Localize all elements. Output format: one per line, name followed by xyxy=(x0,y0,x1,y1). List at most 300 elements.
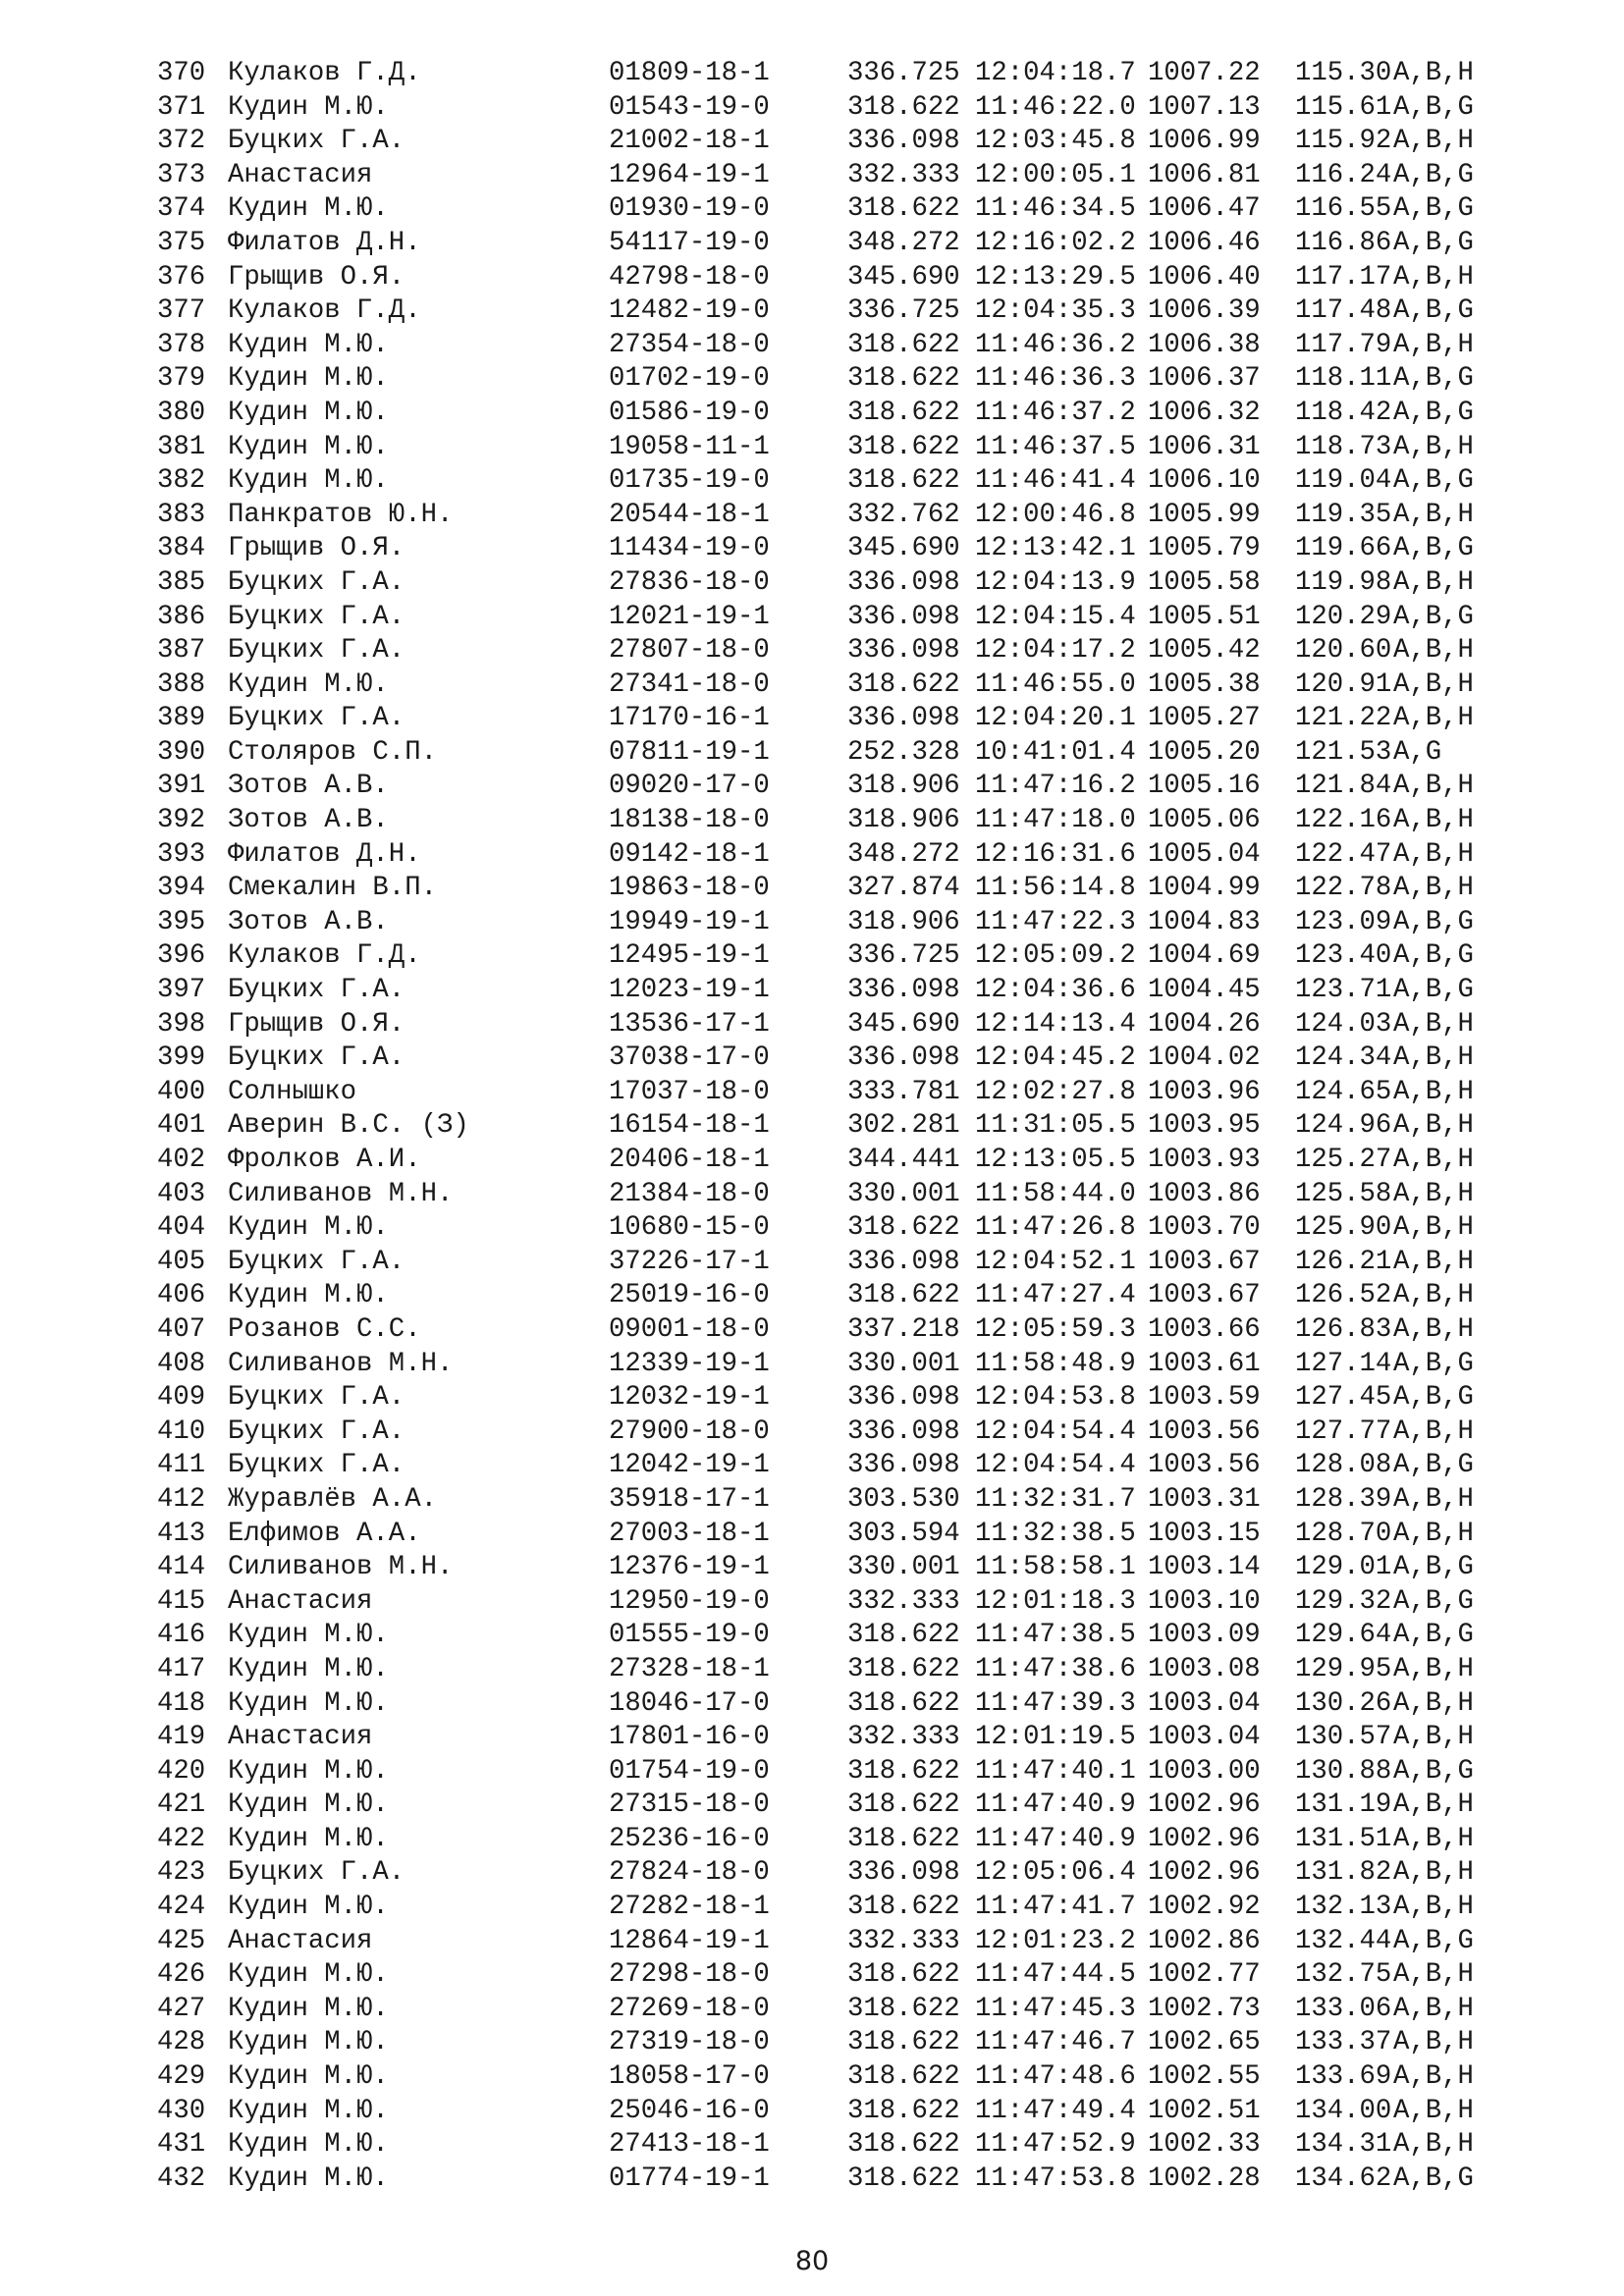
distance-cell: 318.622 xyxy=(847,1620,960,1651)
row-number-cell: 385 xyxy=(157,566,206,598)
ring-number-cell: 17037-18-0 xyxy=(609,1076,770,1107)
ring-number-cell: 20544-18-1 xyxy=(609,499,770,530)
speed-cell: 1002.73 xyxy=(1148,1993,1261,2024)
arrival-time-cell: 12:01:18.3 xyxy=(975,1585,1136,1617)
fancier-name-cell: Анастасия xyxy=(228,1722,373,1753)
arrival-time-cell: 11:47:16.2 xyxy=(975,771,1136,802)
table-row xyxy=(157,1211,1501,1246)
table-row xyxy=(157,1483,1501,1518)
table-row xyxy=(157,159,1501,193)
speed-cell: 1004.26 xyxy=(1148,1008,1261,1040)
row-number-cell: 370 xyxy=(157,58,206,88)
table-row xyxy=(157,1856,1501,1891)
table-row xyxy=(157,566,1501,601)
flags-cell: A,B,H xyxy=(1393,1110,1474,1142)
row-number-cell: 384 xyxy=(157,533,206,564)
distance-cell: 336.098 xyxy=(847,635,960,667)
points-cell: 117.48 xyxy=(1295,295,1392,327)
ring-number-cell: 09001-18-0 xyxy=(609,1313,770,1345)
speed-cell: 1003.61 xyxy=(1148,1348,1261,1379)
row-number-cell: 422 xyxy=(157,1823,206,1854)
flags-cell: A,B,H xyxy=(1393,1076,1474,1107)
ring-number-cell: 27824-18-0 xyxy=(609,1857,770,1889)
speed-cell: 1003.67 xyxy=(1148,1246,1261,1277)
points-cell: 123.71 xyxy=(1295,975,1392,1006)
arrival-time-cell: 11:47:45.3 xyxy=(975,1993,1136,2024)
table-row xyxy=(157,1789,1501,1823)
fancier-name-cell: Буцких Г.А. xyxy=(228,1415,406,1447)
speed-cell: 1006.40 xyxy=(1148,261,1261,293)
distance-cell: 318.622 xyxy=(847,1823,960,1854)
flags-cell: A,B,H xyxy=(1393,1042,1474,1074)
row-number-cell: 396 xyxy=(157,940,206,972)
flags-cell: A,B,H xyxy=(1393,1653,1474,1684)
arrival-time-cell: 11:47:46.7 xyxy=(975,2027,1136,2058)
speed-cell: 1002.96 xyxy=(1148,1823,1261,1854)
speed-cell: 1005.27 xyxy=(1148,703,1261,734)
arrival-time-cell: 12:04:35.3 xyxy=(975,295,1136,327)
fancier-name-cell: Силиванов М.Н. xyxy=(228,1348,454,1379)
flags-cell: A,B,H xyxy=(1393,1518,1474,1549)
arrival-time-cell: 12:02:27.8 xyxy=(975,1076,1136,1107)
row-number-cell: 399 xyxy=(157,1042,206,1074)
table-row xyxy=(157,91,1501,126)
fancier-name-cell: Кудин М.Ю. xyxy=(228,91,389,123)
table-row xyxy=(157,431,1501,465)
points-cell: 115.30 xyxy=(1295,58,1392,88)
flags-cell: A,B,H xyxy=(1393,499,1474,530)
points-cell: 132.75 xyxy=(1295,1959,1392,1991)
points-cell: 126.83 xyxy=(1295,1313,1392,1345)
distance-cell: 332.333 xyxy=(847,159,960,190)
arrival-time-cell: 12:05:59.3 xyxy=(975,1313,1136,1345)
arrival-time-cell: 11:46:55.0 xyxy=(975,668,1136,700)
flags-cell: A,B,H xyxy=(1393,1993,1474,2024)
speed-cell: 1003.56 xyxy=(1148,1415,1261,1447)
ring-number-cell: 27807-18-0 xyxy=(609,635,770,667)
fancier-name-cell: Кудин М.Ю. xyxy=(228,2095,389,2126)
fancier-name-cell: Кудин М.Ю. xyxy=(228,1653,389,1684)
table-row xyxy=(157,1721,1501,1755)
distance-cell: 318.622 xyxy=(847,465,960,497)
flags-cell: A,B,H xyxy=(1393,1178,1474,1209)
distance-cell: 318.622 xyxy=(847,431,960,462)
speed-cell: 1003.66 xyxy=(1148,1313,1261,1345)
distance-cell: 318.622 xyxy=(847,91,960,123)
distance-cell: 332.333 xyxy=(847,1585,960,1617)
ring-number-cell: 54117-19-0 xyxy=(609,227,770,258)
row-number-cell: 378 xyxy=(157,329,206,360)
row-number-cell: 425 xyxy=(157,1925,206,1956)
speed-cell: 1002.33 xyxy=(1148,2129,1261,2161)
flags-cell: A,B,G xyxy=(1393,1450,1474,1481)
table-row xyxy=(157,57,1501,91)
points-cell: 115.92 xyxy=(1295,126,1392,157)
fancier-name-cell: Кулаков Г.Д. xyxy=(228,58,421,88)
distance-cell: 303.530 xyxy=(847,1483,960,1515)
speed-cell: 1003.00 xyxy=(1148,1755,1261,1787)
row-number-cell: 389 xyxy=(157,703,206,734)
speed-cell: 1003.70 xyxy=(1148,1212,1261,1244)
row-number-cell: 379 xyxy=(157,363,206,395)
row-number-cell: 381 xyxy=(157,431,206,462)
speed-cell: 1003.93 xyxy=(1148,1145,1261,1175)
speed-cell: 1002.55 xyxy=(1148,2061,1261,2093)
arrival-time-cell: 10:41:01.4 xyxy=(975,736,1136,768)
fancier-name-cell: Грыщив О.Я. xyxy=(228,533,406,564)
speed-cell: 1006.47 xyxy=(1148,193,1261,225)
table-row xyxy=(157,1619,1501,1653)
arrival-time-cell: 11:47:48.6 xyxy=(975,2061,1136,2093)
fancier-name-cell: Елфимов А.А. xyxy=(228,1518,421,1549)
flags-cell: A,B,G xyxy=(1393,2163,1474,2194)
flags-cell: A,B,G xyxy=(1393,295,1474,327)
table-row xyxy=(157,499,1501,533)
table-row xyxy=(157,2026,1501,2060)
row-number-cell: 393 xyxy=(157,838,206,870)
table-row xyxy=(157,872,1501,906)
arrival-time-cell: 11:47:40.1 xyxy=(975,1755,1136,1787)
flags-cell: A,B,G xyxy=(1393,193,1474,225)
points-cell: 119.98 xyxy=(1295,566,1392,598)
speed-cell: 1002.96 xyxy=(1148,1789,1261,1821)
arrival-time-cell: 12:04:53.8 xyxy=(975,1382,1136,1414)
arrival-time-cell: 11:58:48.9 xyxy=(975,1348,1136,1379)
fancier-name-cell: Буцких Г.А. xyxy=(228,975,406,1006)
fancier-name-cell: Кудин М.Ю. xyxy=(228,2061,389,2093)
ring-number-cell: 12339-19-1 xyxy=(609,1348,770,1379)
flags-cell: A,B,H xyxy=(1393,1857,1474,1889)
arrival-time-cell: 12:14:13.4 xyxy=(975,1008,1136,1040)
results-body xyxy=(157,57,1501,2196)
fancier-name-cell: Кудин М.Ю. xyxy=(228,193,389,225)
row-number-cell: 383 xyxy=(157,499,206,530)
row-number-cell: 387 xyxy=(157,635,206,667)
points-cell: 128.39 xyxy=(1295,1483,1392,1515)
arrival-time-cell: 12:04:52.1 xyxy=(975,1246,1136,1277)
ring-number-cell: 27269-18-0 xyxy=(609,1993,770,2024)
table-row xyxy=(157,2095,1501,2129)
speed-cell: 1005.16 xyxy=(1148,771,1261,802)
distance-cell: 318.622 xyxy=(847,1892,960,1923)
distance-cell: 336.098 xyxy=(847,1857,960,1889)
table-row xyxy=(157,1755,1501,1789)
distance-cell: 318.622 xyxy=(847,1653,960,1684)
distance-cell: 332.762 xyxy=(847,499,960,530)
speed-cell: 1003.59 xyxy=(1148,1382,1261,1414)
speed-cell: 1002.51 xyxy=(1148,2095,1261,2126)
ring-number-cell: 17801-16-0 xyxy=(609,1722,770,1753)
table-row xyxy=(157,736,1501,771)
page-number: 80 xyxy=(794,2246,830,2276)
table-row xyxy=(157,1993,1501,2027)
arrival-time-cell: 12:01:23.2 xyxy=(975,1925,1136,1956)
speed-cell: 1006.31 xyxy=(1148,431,1261,462)
distance-cell: 318.622 xyxy=(847,2095,960,2126)
fancier-name-cell: Кудин М.Ю. xyxy=(228,1993,389,2024)
table-row xyxy=(157,1653,1501,1687)
arrival-time-cell: 11:32:38.5 xyxy=(975,1518,1136,1549)
ring-number-cell: 01555-19-0 xyxy=(609,1620,770,1651)
ring-number-cell: 10680-15-0 xyxy=(609,1212,770,1244)
distance-cell: 318.622 xyxy=(847,2129,960,2161)
distance-cell: 336.098 xyxy=(847,703,960,734)
speed-cell: 1002.92 xyxy=(1148,1892,1261,1923)
distance-cell: 336.098 xyxy=(847,126,960,157)
flags-cell: A,B,H xyxy=(1393,2129,1474,2161)
table-row xyxy=(157,1246,1501,1280)
points-cell: 130.88 xyxy=(1295,1755,1392,1787)
table-row xyxy=(157,1348,1501,1382)
distance-cell: 318.622 xyxy=(847,2061,960,2093)
speed-cell: 1006.46 xyxy=(1148,227,1261,258)
flags-cell: A,B,H xyxy=(1393,703,1474,734)
flags-cell: A,B,H xyxy=(1393,668,1474,700)
points-cell: 120.29 xyxy=(1295,601,1392,632)
row-number-cell: 395 xyxy=(157,906,206,937)
fancier-name-cell: Кудин М.Ю. xyxy=(228,1212,389,1244)
row-number-cell: 418 xyxy=(157,1687,206,1719)
fancier-name-cell: Силиванов М.Н. xyxy=(228,1178,454,1209)
points-cell: 128.08 xyxy=(1295,1450,1392,1481)
table-row xyxy=(157,532,1501,566)
table-row xyxy=(157,770,1501,804)
fancier-name-cell: Кудин М.Ю. xyxy=(228,2027,389,2058)
distance-cell: 336.725 xyxy=(847,58,960,88)
fancier-name-cell: Кудин М.Ю. xyxy=(228,465,389,497)
points-cell: 124.65 xyxy=(1295,1076,1392,1107)
speed-cell: 1002.86 xyxy=(1148,1925,1261,1956)
speed-cell: 1002.96 xyxy=(1148,1857,1261,1889)
ring-number-cell: 01702-19-0 xyxy=(609,363,770,395)
ring-number-cell: 07811-19-1 xyxy=(609,736,770,768)
fancier-name-cell: Аверин В.С. (З) xyxy=(228,1110,469,1142)
points-cell: 120.91 xyxy=(1295,668,1392,700)
fancier-name-cell: Буцких Г.А. xyxy=(228,1042,406,1074)
row-number-cell: 421 xyxy=(157,1789,206,1821)
flags-cell: A,B,H xyxy=(1393,1483,1474,1515)
speed-cell: 1006.32 xyxy=(1148,397,1261,428)
table-row xyxy=(157,668,1501,703)
row-number-cell: 372 xyxy=(157,126,206,157)
fancier-name-cell: Кулаков Г.Д. xyxy=(228,940,421,972)
points-cell: 134.31 xyxy=(1295,2129,1392,2161)
arrival-time-cell: 11:58:58.1 xyxy=(975,1552,1136,1583)
distance-cell: 303.594 xyxy=(847,1518,960,1549)
speed-cell: 1004.02 xyxy=(1148,1042,1261,1074)
ring-number-cell: 11434-19-0 xyxy=(609,533,770,564)
table-row xyxy=(157,634,1501,668)
ring-number-cell: 16154-18-1 xyxy=(609,1110,770,1142)
ring-number-cell: 09142-18-1 xyxy=(609,838,770,870)
ring-number-cell: 12864-19-1 xyxy=(609,1925,770,1956)
arrival-time-cell: 11:46:37.2 xyxy=(975,397,1136,428)
flags-cell: A,B,G xyxy=(1393,975,1474,1006)
row-number-cell: 377 xyxy=(157,295,206,327)
points-cell: 126.21 xyxy=(1295,1246,1392,1277)
speed-cell: 1006.37 xyxy=(1148,363,1261,395)
arrival-time-cell: 11:47:39.3 xyxy=(975,1687,1136,1719)
distance-cell: 318.622 xyxy=(847,1789,960,1821)
speed-cell: 1005.79 xyxy=(1148,533,1261,564)
distance-cell: 336.725 xyxy=(847,295,960,327)
points-cell: 127.77 xyxy=(1295,1415,1392,1447)
ring-number-cell: 27328-18-1 xyxy=(609,1653,770,1684)
speed-cell: 1006.38 xyxy=(1148,329,1261,360)
ring-number-cell: 27413-18-1 xyxy=(609,2129,770,2161)
fancier-name-cell: Кудин М.Ю. xyxy=(228,2163,389,2194)
row-number-cell: 408 xyxy=(157,1348,206,1379)
arrival-time-cell: 12:03:45.8 xyxy=(975,126,1136,157)
fancier-name-cell: Кудин М.Ю. xyxy=(228,1959,389,1991)
table-row xyxy=(157,1449,1501,1483)
distance-cell: 318.622 xyxy=(847,363,960,395)
row-number-cell: 400 xyxy=(157,1076,206,1107)
flags-cell: A,B,H xyxy=(1393,1280,1474,1311)
points-cell: 122.16 xyxy=(1295,805,1392,836)
row-number-cell: 403 xyxy=(157,1178,206,1209)
row-number-cell: 409 xyxy=(157,1382,206,1414)
flags-cell: A,B,H xyxy=(1393,1008,1474,1040)
flags-cell: A,B,G xyxy=(1393,940,1474,972)
ring-number-cell: 27836-18-0 xyxy=(609,566,770,598)
points-cell: 121.22 xyxy=(1295,703,1392,734)
speed-cell: 1003.14 xyxy=(1148,1552,1261,1583)
distance-cell: 318.906 xyxy=(847,805,960,836)
fancier-name-cell: Анастасия xyxy=(228,1925,373,1956)
speed-cell: 1005.20 xyxy=(1148,736,1261,768)
row-number-cell: 432 xyxy=(157,2163,206,2194)
fancier-name-cell: Филатов Д.Н. xyxy=(228,838,421,870)
points-cell: 119.66 xyxy=(1295,533,1392,564)
speed-cell: 1003.96 xyxy=(1148,1076,1261,1107)
row-number-cell: 419 xyxy=(157,1722,206,1753)
points-cell: 132.44 xyxy=(1295,1925,1392,1956)
arrival-time-cell: 11:32:31.7 xyxy=(975,1483,1136,1515)
points-cell: 121.84 xyxy=(1295,771,1392,802)
row-number-cell: 417 xyxy=(157,1653,206,1684)
flags-cell: A,B,H xyxy=(1393,873,1474,904)
table-row xyxy=(157,1585,1501,1620)
flags-cell: A,B,H xyxy=(1393,1246,1474,1277)
flags-cell: A,B,H xyxy=(1393,329,1474,360)
distance-cell: 318.622 xyxy=(847,1755,960,1787)
fancier-name-cell: Зотов А.В. xyxy=(228,771,389,802)
fancier-name-cell: Кудин М.Ю. xyxy=(228,1789,389,1821)
table-row xyxy=(157,1415,1501,1450)
table-row xyxy=(157,1144,1501,1178)
ring-number-cell: 20406-18-1 xyxy=(609,1145,770,1175)
arrival-time-cell: 12:00:46.8 xyxy=(975,499,1136,530)
distance-cell: 344.441 xyxy=(847,1145,960,1175)
distance-cell: 318.622 xyxy=(847,329,960,360)
arrival-time-cell: 11:47:44.5 xyxy=(975,1959,1136,1991)
table-row xyxy=(157,1109,1501,1144)
row-number-cell: 374 xyxy=(157,193,206,225)
arrival-time-cell: 12:04:17.2 xyxy=(975,635,1136,667)
points-cell: 122.47 xyxy=(1295,838,1392,870)
speed-cell: 1005.51 xyxy=(1148,601,1261,632)
fancier-name-cell: Столяров С.П. xyxy=(228,736,437,768)
arrival-time-cell: 11:46:41.4 xyxy=(975,465,1136,497)
speed-cell: 1005.06 xyxy=(1148,805,1261,836)
flags-cell: A,B,H xyxy=(1393,1687,1474,1719)
row-number-cell: 405 xyxy=(157,1246,206,1277)
speed-cell: 1002.65 xyxy=(1148,2027,1261,2058)
table-row xyxy=(157,1313,1501,1348)
row-number-cell: 428 xyxy=(157,2027,206,2058)
fancier-name-cell: Филатов Д.Н. xyxy=(228,227,421,258)
fancier-name-cell: Кудин М.Ю. xyxy=(228,1755,389,1787)
arrival-time-cell: 11:47:40.9 xyxy=(975,1823,1136,1854)
row-number-cell: 415 xyxy=(157,1585,206,1617)
fancier-name-cell: Кудин М.Ю. xyxy=(228,329,389,360)
distance-cell: 318.906 xyxy=(847,771,960,802)
speed-cell: 1004.83 xyxy=(1148,906,1261,937)
table-row xyxy=(157,1925,1501,1959)
ring-number-cell: 12021-19-1 xyxy=(609,601,770,632)
row-number-cell: 427 xyxy=(157,1993,206,2024)
points-cell: 116.24 xyxy=(1295,159,1392,190)
distance-cell: 330.001 xyxy=(847,1552,960,1583)
table-row xyxy=(157,838,1501,873)
arrival-time-cell: 11:46:36.3 xyxy=(975,363,1136,395)
speed-cell: 1004.69 xyxy=(1148,940,1261,972)
ring-number-cell: 01754-19-0 xyxy=(609,1755,770,1787)
flags-cell: A,B,G xyxy=(1393,91,1474,123)
table-row xyxy=(157,1279,1501,1313)
flags-cell: A,B,H xyxy=(1393,431,1474,462)
points-cell: 121.53 xyxy=(1295,736,1392,768)
flags-cell: A,B,G xyxy=(1393,159,1474,190)
distance-cell: 318.622 xyxy=(847,668,960,700)
row-number-cell: 394 xyxy=(157,873,206,904)
distance-cell: 318.622 xyxy=(847,2163,960,2194)
table-row xyxy=(157,227,1501,261)
row-number-cell: 401 xyxy=(157,1110,206,1142)
flags-cell: A,B,G xyxy=(1393,363,1474,395)
arrival-time-cell: 12:16:31.6 xyxy=(975,838,1136,870)
row-number-cell: 430 xyxy=(157,2095,206,2126)
arrival-time-cell: 12:04:15.4 xyxy=(975,601,1136,632)
fancier-name-cell: Буцких Г.А. xyxy=(228,1246,406,1277)
flags-cell: A,B,G xyxy=(1393,533,1474,564)
arrival-time-cell: 11:46:22.0 xyxy=(975,91,1136,123)
fancier-name-cell: Солнышко xyxy=(228,1076,357,1107)
table-row xyxy=(157,2163,1501,2197)
points-cell: 118.73 xyxy=(1295,431,1392,462)
fancier-name-cell: Смекалин В.П. xyxy=(228,873,437,904)
table-row xyxy=(157,294,1501,329)
speed-cell: 1003.09 xyxy=(1148,1620,1261,1651)
points-cell: 131.51 xyxy=(1295,1823,1392,1854)
flags-cell: A,G xyxy=(1393,736,1442,768)
row-number-cell: 416 xyxy=(157,1620,206,1651)
ring-number-cell: 12023-19-1 xyxy=(609,975,770,1006)
points-cell: 117.79 xyxy=(1295,329,1392,360)
ring-number-cell: 12950-19-0 xyxy=(609,1585,770,1617)
fancier-name-cell: Буцких Г.А. xyxy=(228,1450,406,1481)
distance-cell: 348.272 xyxy=(847,838,960,870)
table-row xyxy=(157,1008,1501,1042)
fancier-name-cell: Буцких Г.А. xyxy=(228,601,406,632)
speed-cell: 1003.04 xyxy=(1148,1687,1261,1719)
points-cell: 127.45 xyxy=(1295,1382,1392,1414)
flags-cell: A,B,G xyxy=(1393,1585,1474,1617)
row-number-cell: 404 xyxy=(157,1212,206,1244)
distance-cell: 318.906 xyxy=(847,906,960,937)
ring-number-cell: 27900-18-0 xyxy=(609,1415,770,1447)
